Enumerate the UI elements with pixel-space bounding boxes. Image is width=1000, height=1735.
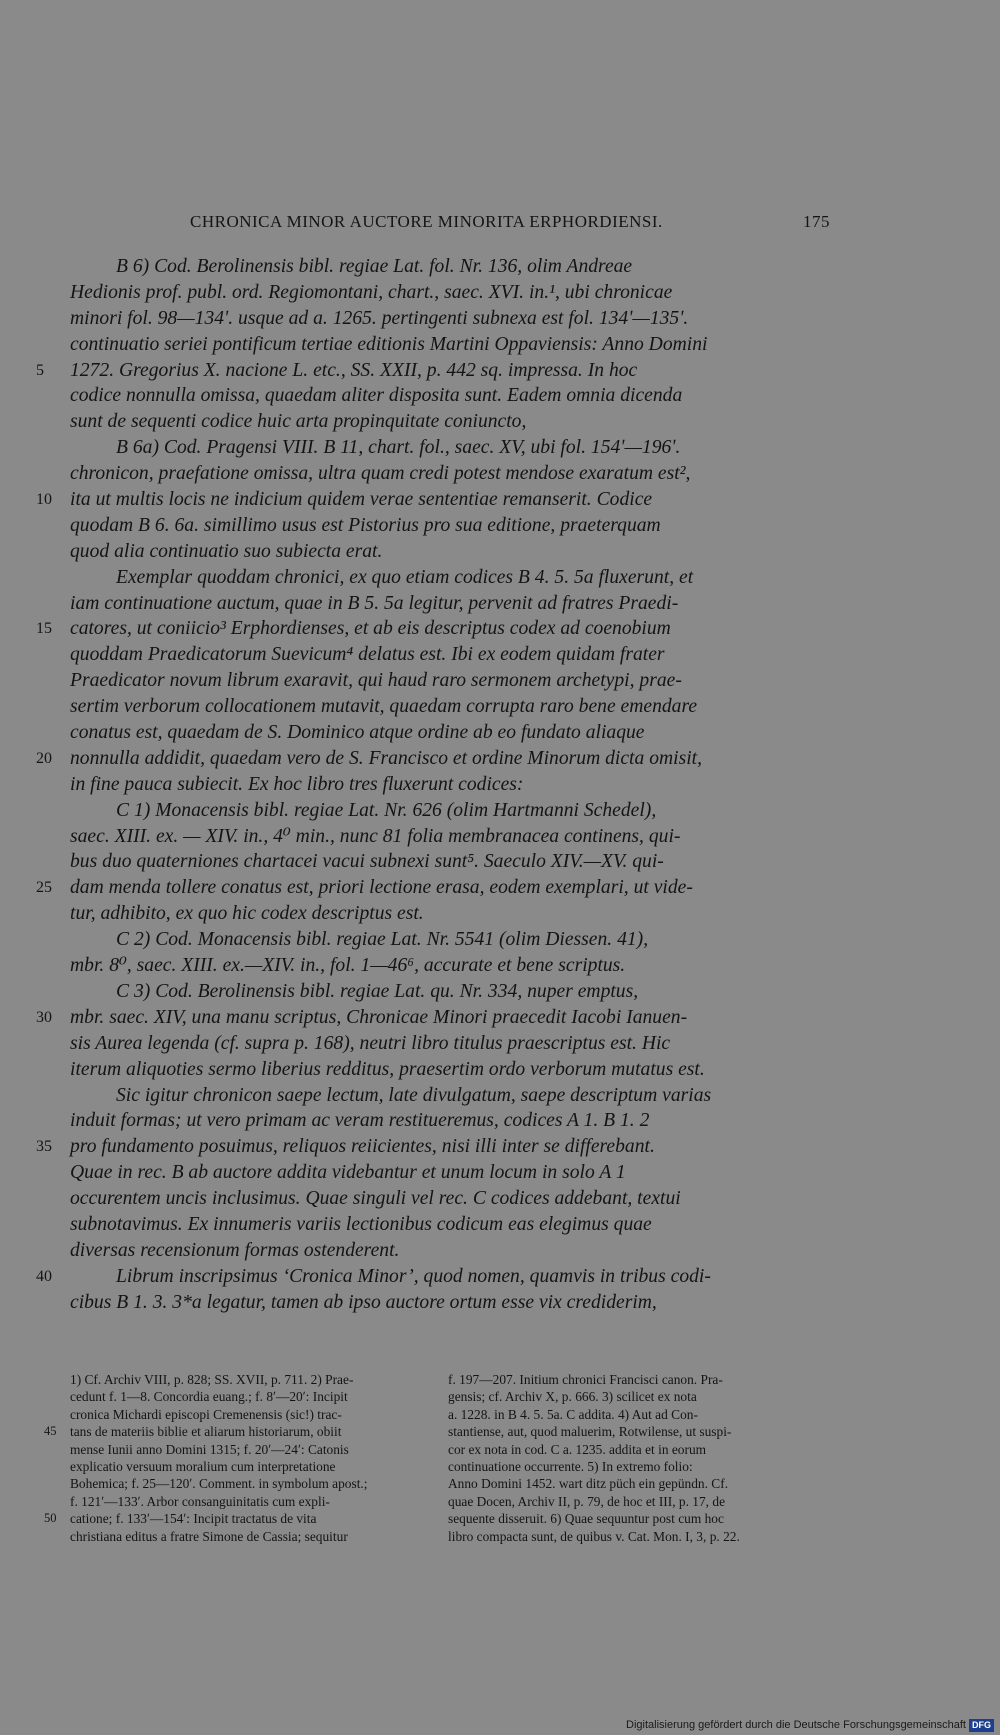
text-line xyxy=(36,746,832,772)
footnote-line: sequente disseruit. 6) Quae sequuntur post cum hoc xyxy=(448,1511,724,1527)
text-line xyxy=(70,539,832,565)
footnote-line: stantiense, aut, quod maluerim, Rotwilense, ut suspi- xyxy=(448,1424,732,1440)
text-line xyxy=(70,332,832,358)
text-line xyxy=(36,616,832,642)
line-text: C 1) Monacensis bibl. regiae Lat. Nr. 626 (olim Hartmanni Schedel), xyxy=(116,799,657,821)
footnotes-left-column xyxy=(44,1371,438,1545)
text-line xyxy=(70,1083,832,1109)
text-line xyxy=(70,953,832,979)
text-line xyxy=(70,720,832,746)
line-text: quodam B 6. 6a. simillimo usus est Pistorius pro sua editione, praeterquam xyxy=(70,514,661,536)
line-text: C 2) Cod. Monacensis bibl. regiae Lat. Nr. 5541 (olim Diessen. 41), xyxy=(116,929,649,951)
line-text: C 3) Cod. Berolinensis bibl. regiae Lat. qu. Nr. 334, nuper emptus, xyxy=(116,980,639,1002)
line-text: quoddam Praedicatorum Suevicum⁴ delatus est. Ibi ex eodem quidam frater xyxy=(70,644,665,666)
credit-text: Digitalisierung gefördert durch die Deutsche Forschungsgemeinschaft xyxy=(626,1719,966,1731)
text-line xyxy=(70,1160,832,1186)
line-text: conatus est, quaedam de S. Dominico atque ordine ab eo fundato aliaque xyxy=(70,722,645,744)
text-line xyxy=(70,1238,832,1264)
line-text: diversas recensionum formas ostenderent. xyxy=(70,1239,400,1261)
footnote-text: tans de materiis biblie et aliarum historiarum, obiit xyxy=(70,1424,342,1440)
text-line xyxy=(70,280,832,306)
text-line xyxy=(70,798,832,824)
footnote-line xyxy=(60,1458,438,1475)
line-text: saec. XIII. ex. — XIV. in., 4⁰ min., nunc 81 folia membranacea continens, qui- xyxy=(70,825,681,847)
text-line xyxy=(70,383,832,409)
line-text: bus duo quaterniones chartacei vacui subnexi sunt⁵. Saeculo XIV.—XV. qui- xyxy=(70,851,664,873)
line-text: induit formas; ut vero primam ac veram restitueremus, codices A 1. B 1. 2 xyxy=(70,1110,650,1132)
line-number: 30 xyxy=(36,1008,52,1026)
footnote-line: continuatione occurrente. 5) In extremo folio: xyxy=(448,1458,693,1474)
footnote-line xyxy=(60,1493,438,1510)
line-text: in fine pauca subiecit. Ex hoc libro tres fluxerunt codices: xyxy=(70,773,524,795)
text-line xyxy=(36,875,832,901)
footnote-line: libro compacta sunt, de quibus v. Cat. Mon. I, 3, p. 22. xyxy=(448,1528,740,1544)
line-text: ita ut multis locis ne indicium quidem verae sententiae remanserit. Codice xyxy=(70,489,653,511)
line-text: cibus B 1. 3. 3*a legatur, tamen ab ipso auctore ortum esse vix crediderim, xyxy=(70,1291,657,1313)
running-title: CHRONICA MINOR AUCTORE MINORITA ERPHORDIENSI. xyxy=(190,212,663,231)
line-text: iam continuatione auctum, quae in B 5. 5a legitur, pervenit ad fratres Praedi- xyxy=(70,592,679,614)
footnote-line xyxy=(44,1423,438,1440)
text-line xyxy=(36,1134,832,1160)
text-line xyxy=(70,1057,832,1083)
text-line xyxy=(70,1290,832,1316)
line-text: Exemplar quoddam chronici, ex quo etiam codices B 4. 5. 5a fluxerunt, et xyxy=(116,566,694,588)
line-text: Sic igitur chronicon saepe lectum, late divulgatum, saepe descriptum varias xyxy=(116,1084,712,1106)
line-text: B 6) Cod. Berolinensis bibl. regiae Lat. fol. Nr. 136, olim Andreae xyxy=(116,256,633,277)
footnote-line xyxy=(60,1388,438,1405)
footnote-text: explicatio versuum moralium cum interpretatione xyxy=(70,1458,336,1474)
text-line xyxy=(70,565,832,591)
text-line xyxy=(70,1212,832,1238)
line-text: occurentem uncis inclusimus. Quae singuli vel rec. C codices addebant, textui xyxy=(70,1188,681,1210)
main-text xyxy=(36,254,832,1316)
footnote-line: quae Docen, Archiv II, p. 79, de hoc et III, p. 17, de xyxy=(448,1493,726,1509)
footnote-line: f. 197—207. Initium chronici Francisci canon. Pra- xyxy=(448,1372,723,1387)
line-text: Librum inscripsimus ‘Cronica Minor’, quod nomen, quamvis in tribus codi- xyxy=(116,1265,711,1287)
text-line xyxy=(70,591,832,617)
footnote-line xyxy=(60,1528,438,1545)
footnote-text: 1) Cf. Archiv VIII, p. 828; SS. XVII, p. 711. 2) Prae- xyxy=(70,1372,354,1387)
text-line xyxy=(70,1186,832,1212)
text-line xyxy=(70,1031,832,1057)
line-number: 45 xyxy=(44,1424,57,1439)
line-text: pro fundamento posuimus, reliquos reiicientes, nisi illi inter se differebant. xyxy=(70,1136,655,1158)
line-text: quod alia continuatio suo subiecta erat. xyxy=(70,540,383,562)
line-text: 1272. Gregorius X. nacione L. etc., SS. XXII, p. 442 sq. impressa. In hoc xyxy=(70,359,638,381)
text-line xyxy=(70,668,832,694)
footnote-line: Anno Domini 1452. wart ditz püch ein gepündn. Cf. xyxy=(448,1476,729,1492)
text-line xyxy=(36,487,832,513)
page-number: 175 xyxy=(803,212,830,231)
text-line xyxy=(70,409,832,435)
text-line xyxy=(70,927,832,953)
dfg-logo-icon: DFG xyxy=(969,1719,994,1732)
line-text: nonnulla addidit, quaedam vero de S. Francisco et ordine Minorum dicta omisit, xyxy=(70,747,703,769)
line-number: 50 xyxy=(44,1511,57,1526)
text-line xyxy=(70,772,832,798)
footnotes-right-column xyxy=(448,1371,832,1545)
footnote-text: cronica Michardi episcopi Cremenensis (sic!) trac- xyxy=(70,1406,342,1422)
footnote-text: cedunt f. 1—8. Concordia euang.; f. 8ʹ—20ʹ: Incipit xyxy=(70,1389,348,1405)
text-line xyxy=(70,694,832,720)
line-number: 20 xyxy=(36,749,52,767)
footnote-text: Bohemica; f. 25—120ʹ. Comment. in symbolum apost.; xyxy=(70,1476,368,1492)
line-text: dam menda tollere conatus est, priori lectione erasa, eodem exemplari, ut vide- xyxy=(70,877,693,899)
line-text: sis Aurea legenda (cf. supra p. 168), neutri libro titulus praescriptus est. Hic xyxy=(70,1032,671,1054)
footnote-line: gensis; cf. Archiv X, p. 666. 3) scilicet ex nota xyxy=(448,1389,697,1405)
text-line xyxy=(36,1005,832,1031)
text-line xyxy=(70,513,832,539)
line-number: 15 xyxy=(36,620,52,638)
text-line xyxy=(70,306,832,332)
text-line xyxy=(70,461,832,487)
footnote-line xyxy=(60,1371,438,1388)
footnote-line: a. 1228. in B 4. 5. 5a. C addita. 4) Aut ad Con- xyxy=(448,1406,698,1422)
text-line xyxy=(70,849,832,875)
line-text: codice nonnulla omissa, quaedam aliter disposita sunt. Eadem omnia dicenda xyxy=(70,385,683,407)
footnote-line xyxy=(44,1510,438,1527)
line-text: subnotavimus. Ex innumeris variis lectionibus codicum eas elegimus quae xyxy=(70,1213,652,1235)
line-text: chronicon, praefatione omissa, ultra quam credi potest mendose exaratum est², xyxy=(70,463,691,485)
line-number: 10 xyxy=(36,491,52,509)
text-line xyxy=(36,358,832,384)
footnote-line xyxy=(60,1406,438,1423)
text-line xyxy=(70,979,832,1005)
text-line xyxy=(70,1108,832,1134)
footnote-text: mense Iunii anno Domini 1315; f. 20ʹ—24ʹ: Catonis xyxy=(70,1441,349,1457)
text-line xyxy=(70,901,832,927)
line-number: 25 xyxy=(36,879,52,897)
line-text: sertim verborum collocationem mutavit, quaedam corrupta raro bene emendare xyxy=(70,696,698,718)
line-text: Praedicator novum librum exaravit, qui haud raro sermonem archetypi, prae- xyxy=(70,670,682,692)
text-line xyxy=(70,824,832,850)
line-text: continuatio seriei pontificum tertiae editionis Martini Oppaviensis: Anno Domini xyxy=(70,333,708,355)
text-line xyxy=(70,435,832,461)
line-text: mbr. saec. XIV, una manu scriptus, Chronicae Minori praecedit Iacobi Ianuen- xyxy=(70,1006,688,1028)
line-text: B 6a) Cod. Pragensi VIII. B 11, chart. fol., saec. XV, ubi fol. 154ʹ—196ʹ. xyxy=(116,437,681,459)
footnote-line: cor ex nota in cod. C a. 1235. addita et in eorum xyxy=(448,1441,707,1457)
footnote-text: f. 121ʹ—133ʹ. Arbor consanguinitatis cum expli- xyxy=(70,1493,330,1509)
line-text: mbr. 8⁰, saec. XIII. ex.—XIV. in., fol. 1—46⁶, accurate et bene scriptus. xyxy=(70,955,626,977)
line-number: 40 xyxy=(36,1267,52,1285)
footnote-line xyxy=(60,1475,438,1492)
text-line xyxy=(36,1264,832,1290)
line-number: 5 xyxy=(36,361,44,379)
footnote-line xyxy=(60,1441,438,1458)
text-line xyxy=(70,642,832,668)
footnote-text: christiana editus a fratre Simone de Cassia; sequitur xyxy=(70,1528,348,1544)
line-text: minori fol. 98—134ʹ. usque ad a. 1265. pertingenti subnexa est fol. 134ʹ—135ʹ. xyxy=(70,307,689,329)
line-text: sunt de sequenti codice huic arta propinquitate coniuncto, xyxy=(70,411,527,433)
footnote-text: catione; f. 133ʹ—154ʹ: Incipit tractatus de vita xyxy=(70,1511,317,1527)
line-number: 35 xyxy=(36,1138,52,1156)
line-text: tur, adhibito, ex quo hic codex descriptus est. xyxy=(70,903,424,925)
text-line xyxy=(70,254,832,280)
digitization-credit xyxy=(626,1718,994,1732)
line-text: catores, ut coniicio³ Erphordienses, et ab eis descriptus codex ad coenobium xyxy=(70,618,671,640)
line-text: Hedionis prof. publ. ord. Regiomontani, chart., saec. XVI. in.¹, ubi chronicae xyxy=(70,281,673,303)
line-text: Quae in rec. B ab auctore addita videbantur et unum locum in solo A 1 xyxy=(70,1162,626,1184)
line-text: iterum aliquoties sermo liberius redditus, praesertim ordo verborum mutatus est. xyxy=(70,1058,705,1080)
